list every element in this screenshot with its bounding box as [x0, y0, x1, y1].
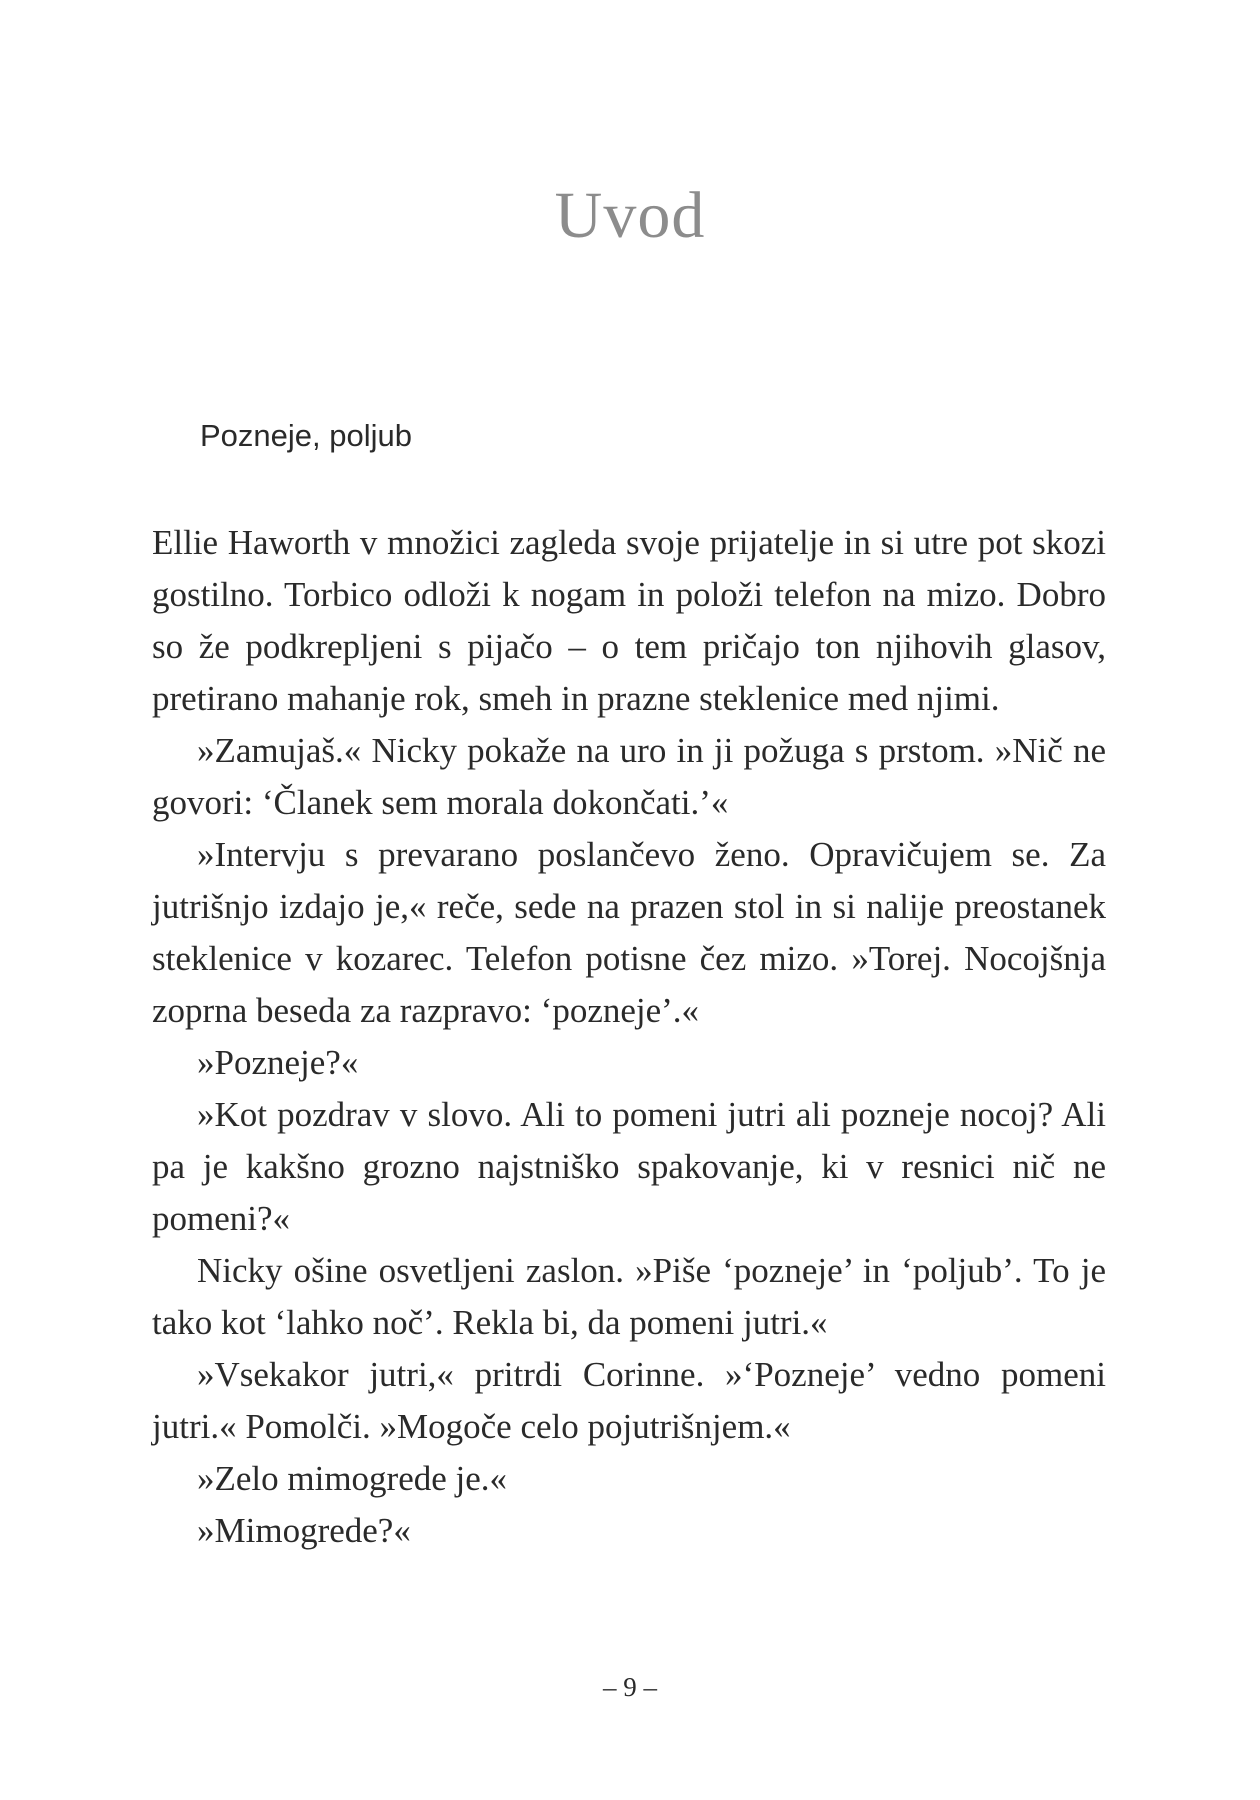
page-number: – 9 – — [603, 1672, 657, 1702]
paragraph: »Mimogrede?« — [197, 1511, 411, 1550]
section-heading: Pozneje, poljub — [200, 418, 412, 453]
paragraph: »Zamujaš.« Nicky pokaže na uro in ji požuga s prstom. »Nič ne govori: ‘Članek sem morala dokončati.’« — [152, 731, 1106, 822]
paragraph: »Intervju s prevarano poslančevo ženo. Opravičujem se. Za jutrišnjo izdajo je,« reče, sede na prazen stol in si nalije preostanek steklenice v kozarec. Telefon potisne čez mizo. »Torej. Nocojšnja zoprna beseda za razpravo: ‘pozneje’.« — [152, 835, 1106, 1030]
paragraph: »Pozneje?« — [197, 1043, 359, 1082]
body-text — [152, 517, 1106, 1557]
paragraph: Ellie Haworth v množici zagleda svoje prijatelje in si utre pot skozi gostilno. Torbico odloži k nogam in položi telefon na mizo. Dobro so že podkrepljeni s pijačo – o tem pričajo ton njihovih glasov, pretirano mahanje rok, smeh in prazne steklenice med njimi. — [152, 523, 1106, 718]
paragraph: »Zelo mimogrede je.« — [197, 1459, 508, 1498]
paragraph: »Vsekakor jutri,« pritrdi Corinne. »‘Pozneje’ vedno pomeni jutri.« Pomolči. »Mogoče celo pojutrišnjem.« — [152, 1355, 1106, 1446]
paragraph: Nicky ošine osvetljeni zaslon. »Piše ‘pozneje’ in ‘poljub’. To je tako kot ‘lahko noč’. Rekla bi, da pomeni jutri.« — [152, 1251, 1106, 1342]
paragraph: »Kot pozdrav v slovo. Ali to pomeni jutri ali pozneje nocoj? Ali pa je kakšno grozno najstniško spakovanje, ki v resnici nič ne pomeni?« — [152, 1095, 1106, 1238]
chapter-title: Uvod — [554, 179, 706, 252]
